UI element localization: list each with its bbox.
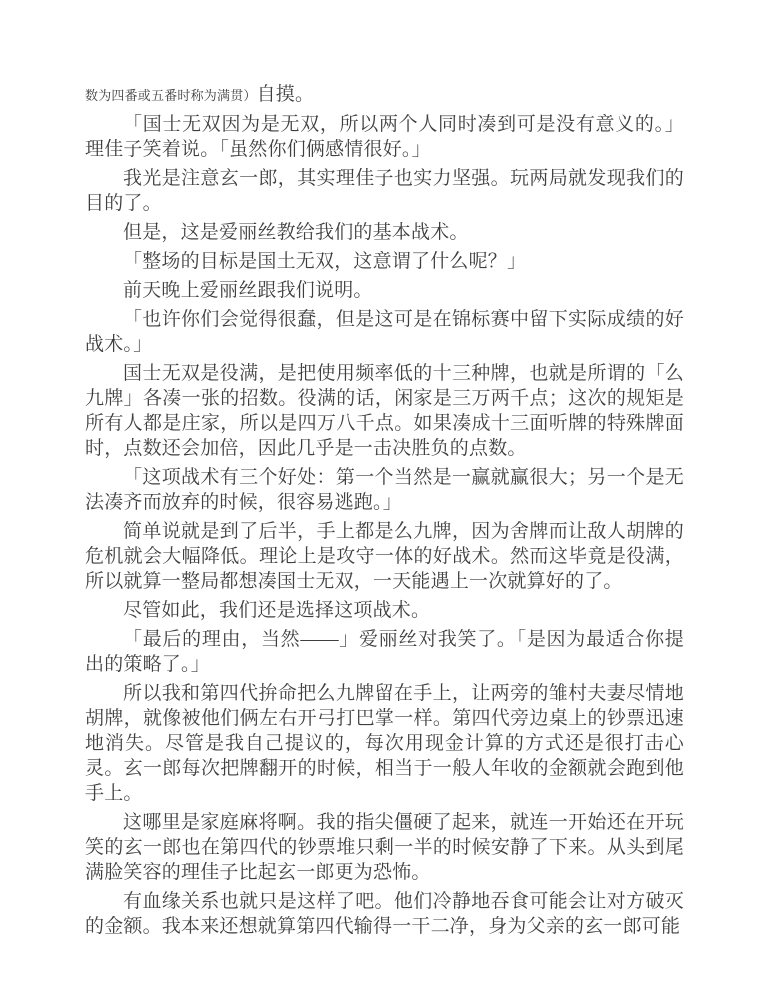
opening-line-large-text: 自摸。 <box>256 84 315 105</box>
inline-note-small-text: 数为四番或五番时称为满贯） <box>85 88 257 103</box>
paragraph: 这哪里是家庭麻将啊。我的指尖僵硬了起来，就连一开始还在开玩笑的玄一郎也在第四代的钞票堆只剩一半的时候安静了下来。从头到尾满脸笑容的理佳子比起玄一郎更为恐怖。 <box>85 812 684 883</box>
text-block <box>85 82 684 939</box>
paragraph: 所以我和第四代拚命把么九牌留在手上，让两旁的雏村夫妻尽情地胡牌，就像被他们俩左右开弓打巴掌一样。第四代旁边桌上的钞票迅速地消失。尽管是我自己提议的，每次用现金计算的方式还是很打击心灵。玄一郎每次把牌翻开的时候，相当于一般人年收的金额就会跑到他手上。 <box>85 683 684 804</box>
paragraph: 有血缘关系也就只是这样了吧。他们冷静地吞食可能会让对方破灭的金额。我本来还想就算第四代输得一干二净，身为父亲的玄一郎可能 <box>85 891 684 937</box>
paragraph: 前天晚上爱丽丝跟我们说明。 <box>123 280 373 301</box>
paragraph: 「整场的目标是国土无双，这意谓了什么呢？」 <box>123 251 527 272</box>
continuation-line <box>85 82 684 108</box>
paragraph: 我光是注意玄一郎，其实理佳子也实力坚强。玩两局就发现我们的目的了。 <box>85 168 684 214</box>
paragraph: 「最后的理由，当然——」爱丽丝对我笑了。「是因为最适合你提出的策略了。」 <box>85 629 684 675</box>
paragraph: 尽管如此，我们还是选择这项战术。 <box>123 600 431 621</box>
paragraph: 「也许你们会觉得很蠢，但是这可是在锦标赛中留下实际成绩的好战术。」 <box>85 309 684 355</box>
paragraph: 国士无双是役满，是把使用频率低的十三种牌，也就是所谓的「么九牌」各凑一张的招数。役满的话，闲家是三万两千点；这次的规矩是所有人都是庄家，所以是四万八千点。如果凑成十三面听牌的特殊牌面时，点数还会加倍，因此几乎是一击决胜负的点数。 <box>85 363 684 459</box>
paragraph: 简单说就是到了后半，手上都是么九牌，因为舍牌而让敌人胡牌的危机就会大幅降低。理论上是攻守一体的好战术。然而这毕竟是役满，所以就算一整局都想凑国士无双，一天能遇上一次就算好的了。 <box>85 521 684 592</box>
paragraph: 「国士无双因为是无双，所以两个人同时凑到可是没有意义的。」理佳子笑着说。「虽然你们俩感情很好。」 <box>85 114 684 160</box>
paragraph: 但是，这是爱丽丝教给我们的基本战术。 <box>123 222 469 243</box>
paragraph: 「这项战术有三个好处：第一个当然是一赢就赢很大；另一个是无法凑齐而放弃的时候，很容易逃跑。」 <box>85 467 684 513</box>
